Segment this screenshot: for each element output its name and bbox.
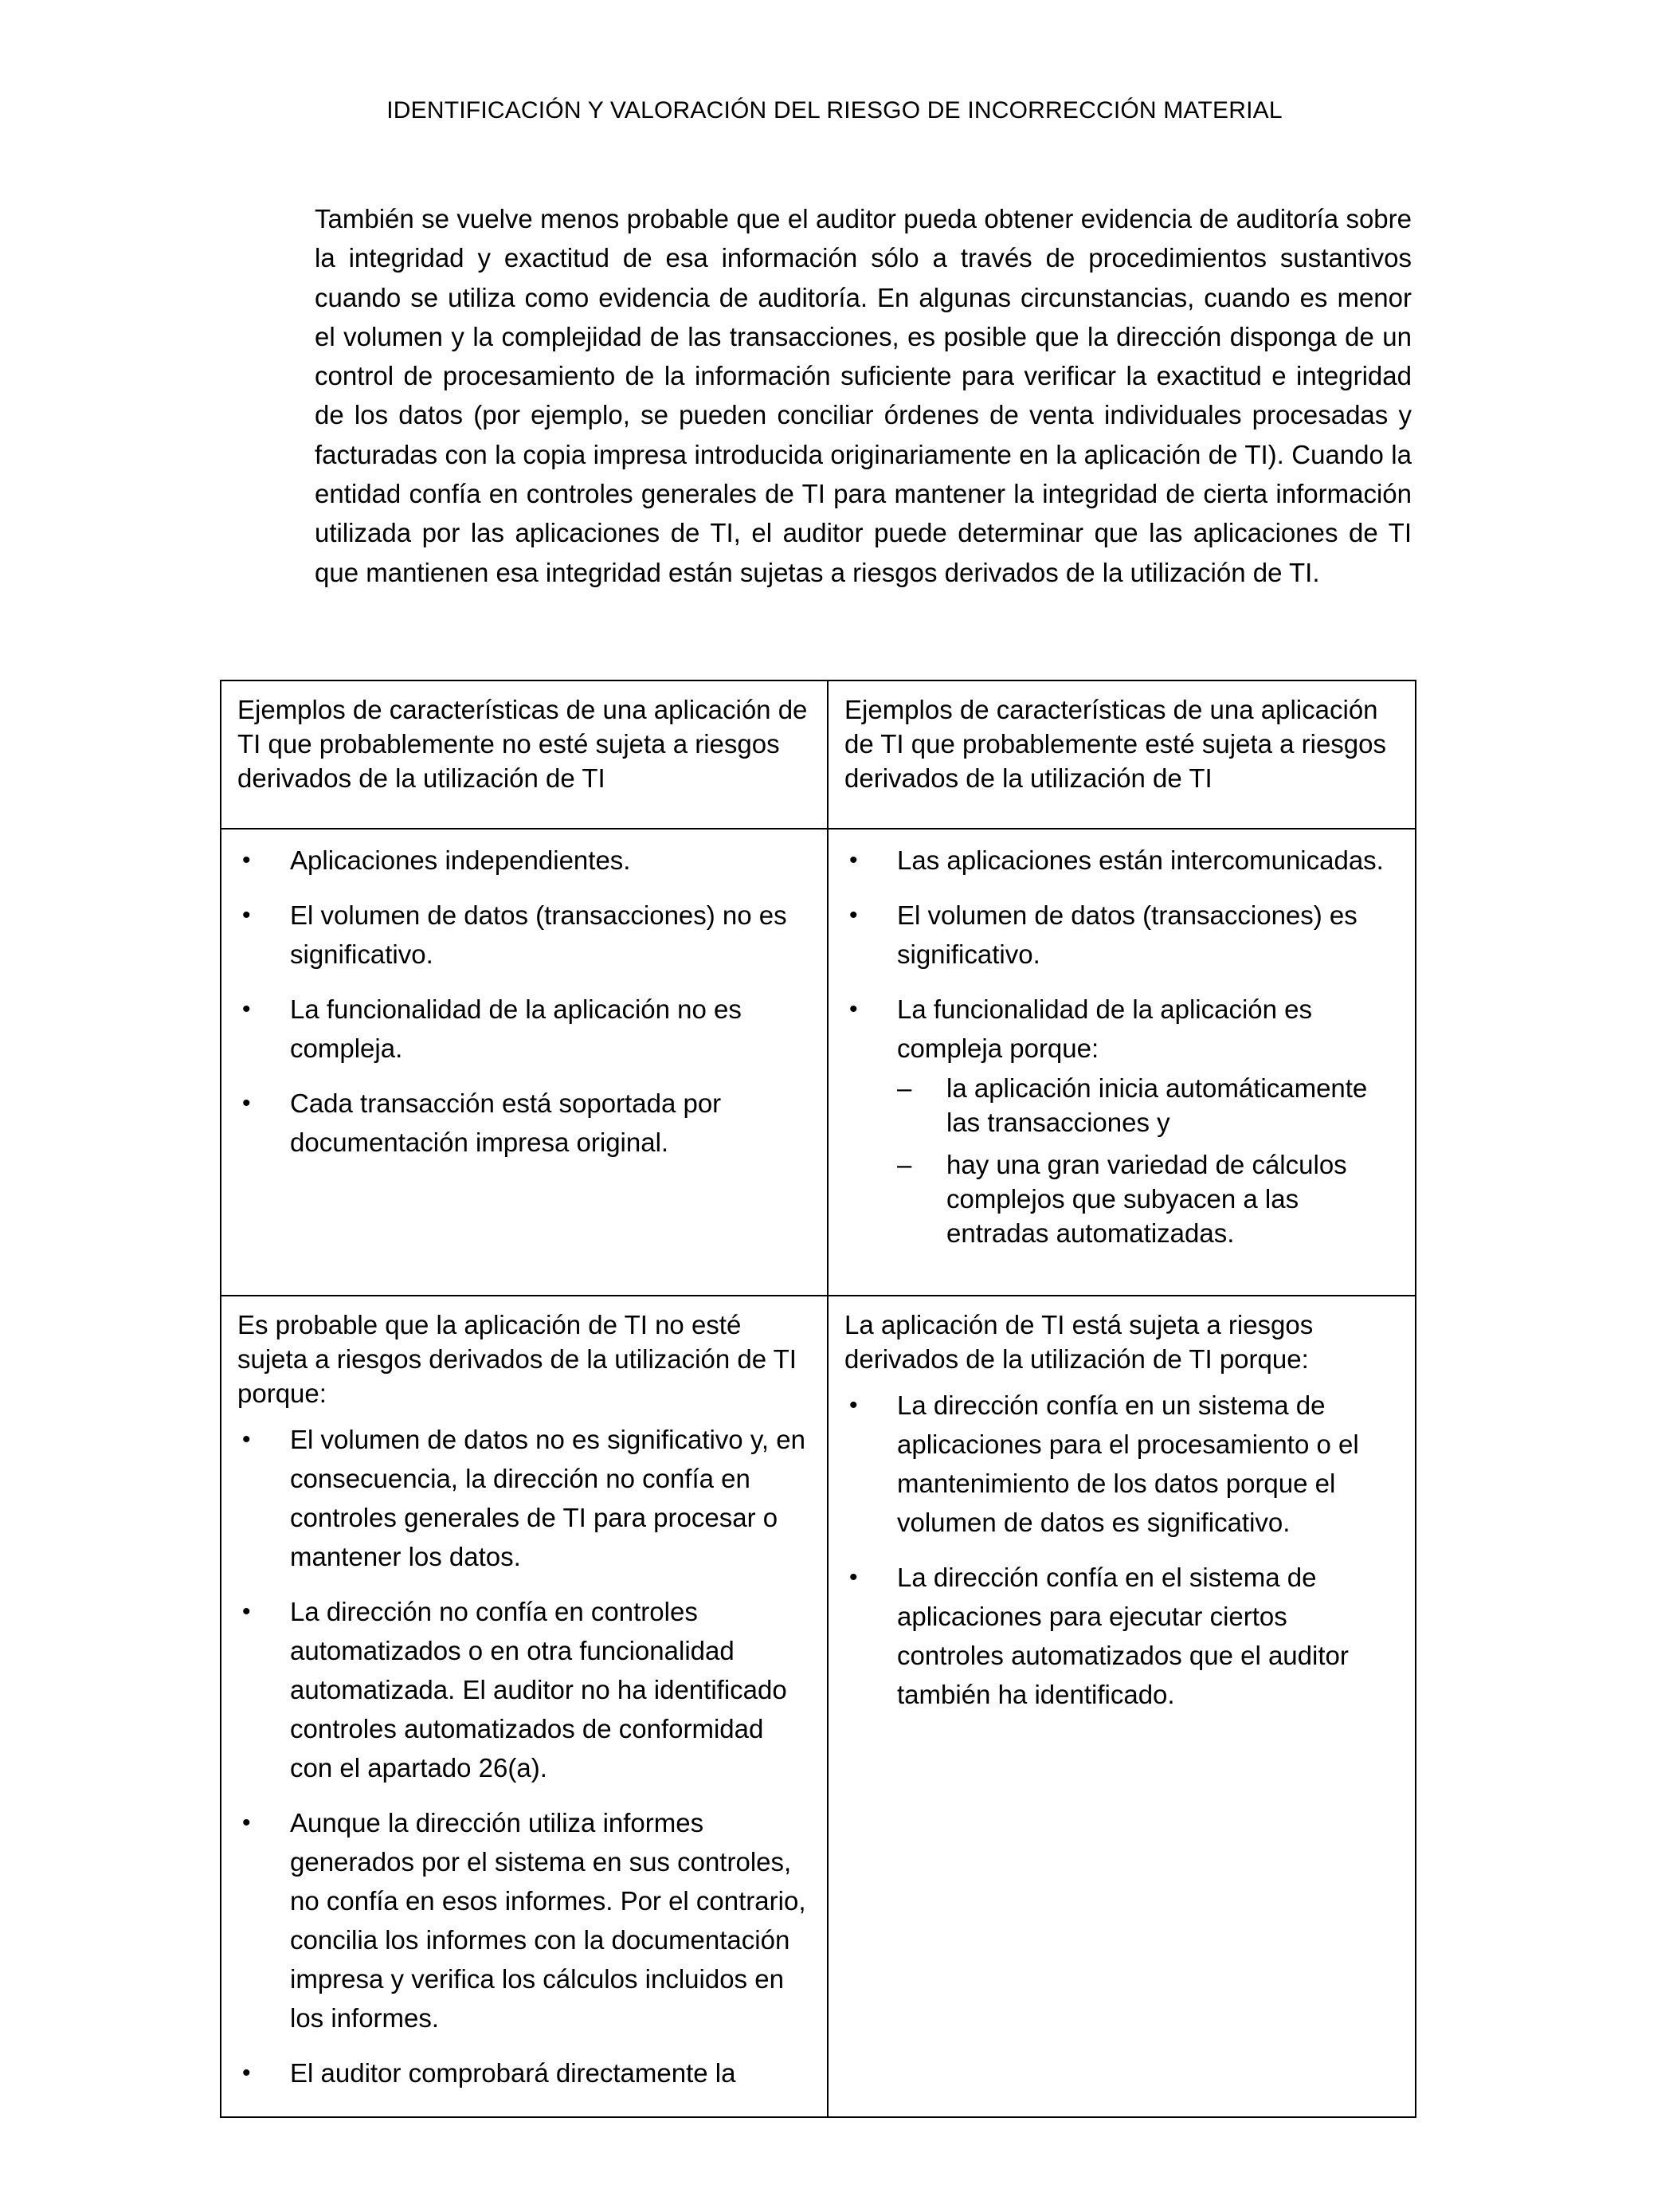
reasons-cell-right (828, 1296, 1416, 2117)
bullet-icon: • (849, 902, 858, 928)
bullet-icon: • (242, 996, 251, 1022)
bullet-icon: • (242, 1426, 251, 1453)
intro-paragraph: También se vuelve menos probable que el auditor pueda obtener evidencia de auditoría sobre la integridad y exactitud de esa información sólo a través de procedimientos sustantivos cuando se utiliza como evidencia de auditoría. En algunas circunstancias, cuando es menor el volumen y la complejidad de las transacciones, es posible que la dirección disponga de un control de procesamiento de la información suficiente para verificar la exactitud e integridad de los datos (por ejemplo, se pueden conciliar órdenes de venta individuales procesadas y facturadas con la copia impresa introducida originariamente en la aplicación de TI). Cuando la entidad confía en controles generales de TI para mantener la integridad de cierta información utilizada por las aplicaciones de TI, el auditor puede determinar que las aplicaciones de TI que mantienen esa integridad están sujetas a riesgos derivados de la utilización de TI. (315, 204, 1412, 587)
list-item (237, 1592, 811, 1787)
list-item-text: La dirección confía en el sistema de aplicaciones para ejecutar ciertos controles automatizados que el auditor también ha identificado. (897, 1563, 1349, 1709)
list-item-text: Las aplicaciones están intercomunicadas. (897, 845, 1384, 875)
reasons-left-intro: Es probable que la aplicación de TI no esté sujeta a riesgos derivados de la utilización de TI porque: (237, 1310, 797, 1408)
list-item-text: El volumen de datos no es significativo y, en consecuencia, la dirección no confía en controles generales de TI para procesar o mantener los datos. (290, 1425, 805, 1571)
reasons-right-list (844, 1386, 1399, 1714)
comparison-table (220, 680, 1416, 2118)
bullet-icon: • (849, 996, 858, 1022)
sub-list-item-text: la aplicación inicia automáticamente las transacciones y (946, 1073, 1368, 1137)
dash-icon: – (897, 1150, 912, 1179)
bullet-icon: • (242, 902, 251, 928)
list-item-text: El volumen de datos (transacciones) es significativo. (897, 900, 1358, 969)
list-item-text: Cada transacción está soportada por documentación impresa original. (290, 1088, 722, 1157)
list-item-text: La funcionalidad de la aplicación es compleja porque: (897, 994, 1313, 1063)
bullet-icon: • (242, 1090, 251, 1116)
sub-list-item (897, 1071, 1399, 1139)
list-item (237, 2053, 811, 2092)
header-cell-left (221, 680, 828, 829)
reasons-right-intro: La aplicación de TI está sujeta a riesgos derivados de la utilización de TI porque: (844, 1310, 1314, 1374)
list-item (237, 841, 811, 880)
page-header: IDENTIFICACIÓN Y VALORACIÓN DEL RIESGO DE INCORRECCIÓN MATERIAL (386, 97, 1283, 124)
list-item-text: El volumen de datos (transacciones) no es significativo. (290, 900, 787, 969)
sub-list-item (897, 1147, 1399, 1250)
examples-cell-right (828, 829, 1416, 1296)
list-item (844, 1386, 1399, 1542)
list-item-text: La dirección no confía en controles automatizados o en otra funcionalidad automatizada. El auditor no ha identificado controles automatizados de conformidad con el apartado 26(a). (290, 1597, 787, 1783)
bullet-icon: • (242, 1598, 251, 1625)
reasons-cell-left (221, 1296, 828, 2117)
table-row-examples (221, 829, 1416, 1296)
table-row-reasons (221, 1296, 1416, 2117)
examples-cell-left (221, 829, 828, 1296)
bullet-icon: • (242, 2060, 251, 2086)
list-item (237, 1084, 811, 1162)
list-item (844, 990, 1399, 1250)
list-item-text: Aplicaciones independientes. (290, 845, 631, 875)
examples-right-list (844, 841, 1399, 1250)
list-item (844, 841, 1399, 880)
bullet-icon: • (849, 1564, 858, 1590)
header-left-text: Ejemplos de características de una aplicación de TI que probablemente no esté sujeta a riesgos derivados de la utilización de TI (237, 695, 808, 793)
bullet-icon: • (849, 1392, 858, 1418)
reasons-left-list (237, 1420, 811, 2092)
sub-list (897, 1071, 1399, 1250)
list-item (237, 896, 811, 974)
bullet-icon: • (242, 1810, 251, 1836)
bullet-icon: • (242, 847, 251, 873)
list-item (844, 1558, 1399, 1714)
table-header-row (221, 680, 1416, 829)
list-item (237, 1803, 811, 2037)
list-item-text: El auditor comprobará directamente la (290, 2058, 736, 2088)
dash-icon: – (897, 1073, 912, 1103)
bullet-icon: • (849, 847, 858, 873)
sub-list-item-text: hay una gran variedad de cálculos complejos que subyacen a las entradas automatizadas. (946, 1150, 1347, 1248)
list-item-text: La dirección confía en un sistema de aplicaciones para el procesamiento o el mantenimiento de los datos porque el volumen de datos es significativo. (897, 1390, 1359, 1537)
list-item (844, 896, 1399, 974)
header-right-text: Ejemplos de características de una aplicación de TI que probablemente esté sujeta a riesgos derivados de la utilización de TI (844, 695, 1386, 793)
list-item (237, 1420, 811, 1576)
list-item-text: La funcionalidad de la aplicación no es compleja. (290, 994, 742, 1063)
header-cell-right (828, 680, 1416, 829)
list-item-text: Aunque la dirección utiliza informes generados por el sistema en sus controles, no confía en esos informes. Por el contrario, concilia los informes con la documentación impresa y verifica los cálculos incluidos en los informes. (290, 1808, 806, 2033)
list-item (237, 990, 811, 1068)
examples-left-list (237, 841, 811, 1162)
